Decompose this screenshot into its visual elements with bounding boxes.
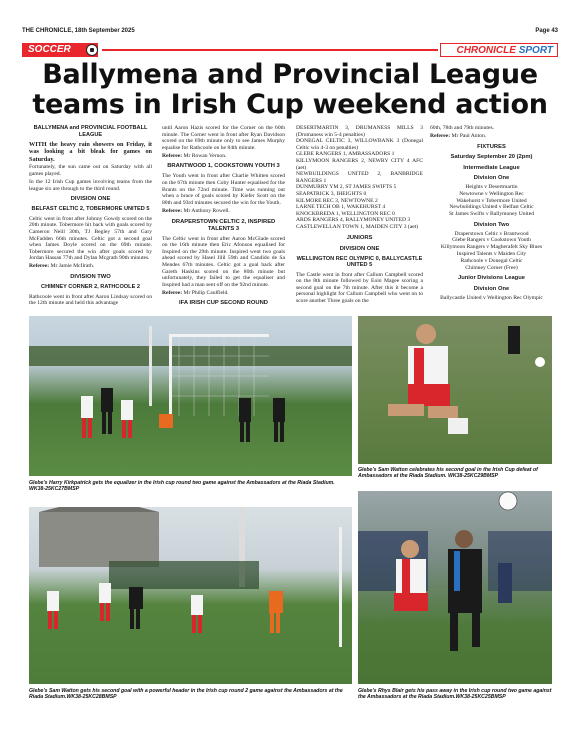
masthead-date: THE CHRONICLE, 18th September 2025 [22, 28, 135, 34]
photo-caption: Glebe's Harry Kirkpatrick gets the equalizer in the Irish cup round two game against the Ambassadors at the Riada Stadium. WK38-25KC27BMSP [29, 480, 335, 493]
result-item: GLEBE RANGERS 1, AMBASSADORS 1 [296, 151, 395, 158]
match-photo-header [29, 507, 352, 684]
article-column-1 [29, 125, 152, 308]
photo-illustration [358, 491, 552, 684]
results-list [296, 125, 423, 231]
fixture-list [430, 184, 553, 218]
photo-illustration [29, 316, 352, 476]
result-item: DESERTMARTIN 3, DRUMANESS MILLS 3 (Drumaness win 5-4 penalties) [296, 125, 423, 138]
paragraph: Rathcoole went in front after Aaron Lindsay scored on the 12th minute and held this advantage [29, 293, 152, 307]
match-photo-equalizer [29, 316, 352, 476]
photo-illustration [358, 316, 552, 464]
section-divider [102, 49, 438, 51]
result-item: SEAPATRICK 3, IHEIGHTS 0 [296, 190, 367, 197]
fixtures-heading: FIXTURES [477, 143, 506, 150]
fixture-item: Inspired Talents v Maiden City [456, 251, 527, 258]
fixture-item: Chimney Corner (Free) [465, 264, 518, 271]
result-item: ARDS RANGERS 4, BALLYMONEY UNITED 3 [296, 217, 411, 224]
match-heading: BRANTWOOD 1, COOKSTOWN YOUTH 3 [167, 163, 280, 170]
paragraph: The Youth went in front after Charlie Whitten scored on the 67th minute then Coby Hunter equalised for the Brants on the 72nd minute. Time was running out when a brace of goals scored by Kiefer Scott on the 80th and 93rd minutes secured the win for the Youth. [162, 173, 285, 206]
fixture-item: Ballycastle United v Wellington Rec Olympic [440, 294, 543, 301]
article-column-4 [430, 125, 553, 301]
photo-illustration [29, 507, 352, 684]
division-heading: Division One [473, 286, 510, 293]
match-heading: CHIMNEY CORNER 2, RATHCOOLE 2 [41, 284, 140, 291]
paragraph: Fortunately, the sun came out on Saturday with all games played. [29, 164, 152, 177]
result-item: KILLYMOON RANGERS 2, NEWRY CITY 4 AFC (aet) [296, 157, 423, 171]
fixture-item: Glebe Rangers v Cookstown Youth [452, 237, 531, 244]
section-bar [22, 43, 558, 57]
paragraph: 60th, 78th and 79th minutes. [430, 125, 495, 131]
division-heading: DIVISION TWO [70, 274, 111, 281]
fixture-item: Wakehurst v Tobermore United [456, 197, 527, 204]
lead-paragraph: WITH the heavy rain showers on Friday, it was looking a bit bleak for games on Saturday. [29, 141, 152, 163]
match-heading: BELFAST CELTIC 2, TOBERMORE UNITED 5 [31, 206, 150, 213]
paragraph: In the 12 Irish Cup games involving teams from the league six are through to the third round. [29, 178, 152, 192]
league-heading: Intermediate League [463, 164, 520, 171]
round-heading: IFA IRISH CUP SECOND ROUND [179, 300, 268, 307]
referee-line: Referee: Mr Rowan Vernon. [162, 152, 227, 159]
result-item: KNOCKBREDA 1, WELLINGTON REC 0 [296, 210, 395, 217]
fixture-item: St James Swifts v Ballymoney United [449, 211, 534, 218]
masthead [22, 26, 558, 38]
referee-line: Referee: Mr Jamie McIlrath. [29, 263, 95, 270]
fixture-item: Heights v Desertmartin [465, 184, 518, 191]
soccer-section-tag: SOCCER [22, 43, 98, 57]
result-item: NEWBUILDINGS UNITED 2, BANBRIDGE RANGERS 1 [296, 171, 423, 184]
fixture-item: Newtowne v Wellington Rec [459, 190, 524, 197]
photo-caption: Glebe's Sam Watton celebrates his second goal in the Irish Cup defeat of Ambassadors at the Riada Stadium. WK38-25KC29BMSP [358, 467, 538, 480]
league-heading: BALLYMENA and PROVINCIAL FOOTBALL LEAGUE [33, 125, 148, 138]
division-heading: Division Two [473, 222, 510, 229]
referee-line: Referee: Mr Paul Anton. [430, 133, 487, 140]
result-item: KILMORE REC 3, NEWTOWNE 2 [296, 197, 378, 204]
paragraph: until Aaron Hazis scored for the Corner on the 60th minute. The Corner went in front after Ryan Davidson scored on the 69th minute only to see James Murphy equalise for Rathcoole on he 84th minute. [162, 125, 285, 151]
match-photo-celebration [358, 316, 552, 464]
result-item: DONEGAL CELTIC 3, WILLOWBANK 3 (Donegal Celtic win 4-3 on penalties) [296, 138, 423, 151]
referee-line: Referee: Mr Philip Caulfield. [162, 289, 229, 296]
chronicle-label: CHRONICLE [456, 45, 516, 56]
fixtures-date: Saturday September 20 (2pm) [450, 154, 533, 161]
paragraph: The Celtic went in front after Aaron McGlade scored on the 16th minute then Eric Afonsou equalised for Inspired on the 29th minute. Inspired went two goals ahead scored by Hasel Jilil 59th and Candido de Sa Mendes 67th minutes. Celtic got a goal back after Gareth Haskins scored on the 80th minute but unfortunately, they failed to get the equaliser and Inspired had a man sent off on the 92nd minute. [162, 235, 285, 288]
match-heading: DRAPERSTOWN CELTIC 2, INSPIRED TALENTS 3 [171, 218, 276, 232]
division-heading: Division One [473, 175, 510, 182]
fixture-list [430, 295, 553, 302]
paragraph: The Castle went in front after Callum Campbell scored on the 8th minute followed by Eoin Magee scoring a second goal on the 7th minute. After this it become a personal highlight for Callum Campbell who went on to score another Three goals on the [296, 271, 423, 305]
result-item: CASTLEWELLAN TOWN 1, MAIDEN CITY 3 (aet) [296, 223, 419, 230]
match-heading: WELLINGTON REC OLYMPIC 0, BALLYCASTLE UNITED 5 [296, 255, 423, 269]
referee-line: Referee: Mr Anthony Rowell. [162, 207, 230, 214]
chronicle-sport-tag [440, 43, 558, 57]
fixture-item: Draperstown Celtic v Brantwood [454, 230, 529, 237]
photo-caption: Glebe's Rhys Blair gets his pass away in the Irish cup round two game against the Ambassadors at the Riada Stadium.WK38-25KC25BMSP [358, 688, 552, 701]
juniors-heading: JUNIORS [346, 234, 373, 241]
result-item: DUNMURRY YM 2, ST JAMES SWIFTS 5 [296, 184, 397, 191]
result-item: LARNE TECH OB 1, WAKEHURST 4 [296, 204, 386, 211]
division-heading: DIVISION ONE [339, 245, 380, 252]
fixture-item: Killymoon Rangers v Magherafelt Sky Blues [440, 244, 543, 251]
division-heading: DIVISION ONE [70, 196, 111, 203]
article-column-2 [162, 125, 285, 310]
headline: Ballymena and Provincial League teams in Irish Cup weekend action [32, 59, 548, 120]
article-column-3 [296, 125, 423, 306]
photo-caption: Glebe's Sam Watton gets his second goal with a powerful header in the Irish cup round 2 game against the Ambassadors at the Riada Stadium.WK38-25KC28BMSP [29, 688, 343, 701]
football-icon [86, 44, 98, 56]
fixture-item: Newbuildings United v Belfast Celtic [449, 204, 534, 211]
league-heading: Junior Divisions League [457, 275, 525, 282]
paragraph: Celtic went in front after Johnny Gowdy scored on the 20th minute. Tobermore hit back with goals scored by Cameron Neill 30th, TJ Begley 57th and Gary McFadden 66th minutes. Celtic got a second goal when James Doyle scored on the 69th minute. Tobermore secured the win after goals scored by Jordan Hassan 77th and Dylan Mcgrath 90th minutes. [29, 215, 152, 262]
match-photo-pass [358, 491, 552, 684]
fixture-item: Rathcoole v Donegal Celtic [460, 257, 523, 264]
page-number: Page 43 [535, 28, 558, 34]
sport-label: SPORT [518, 45, 553, 56]
fixture-list [430, 231, 553, 272]
